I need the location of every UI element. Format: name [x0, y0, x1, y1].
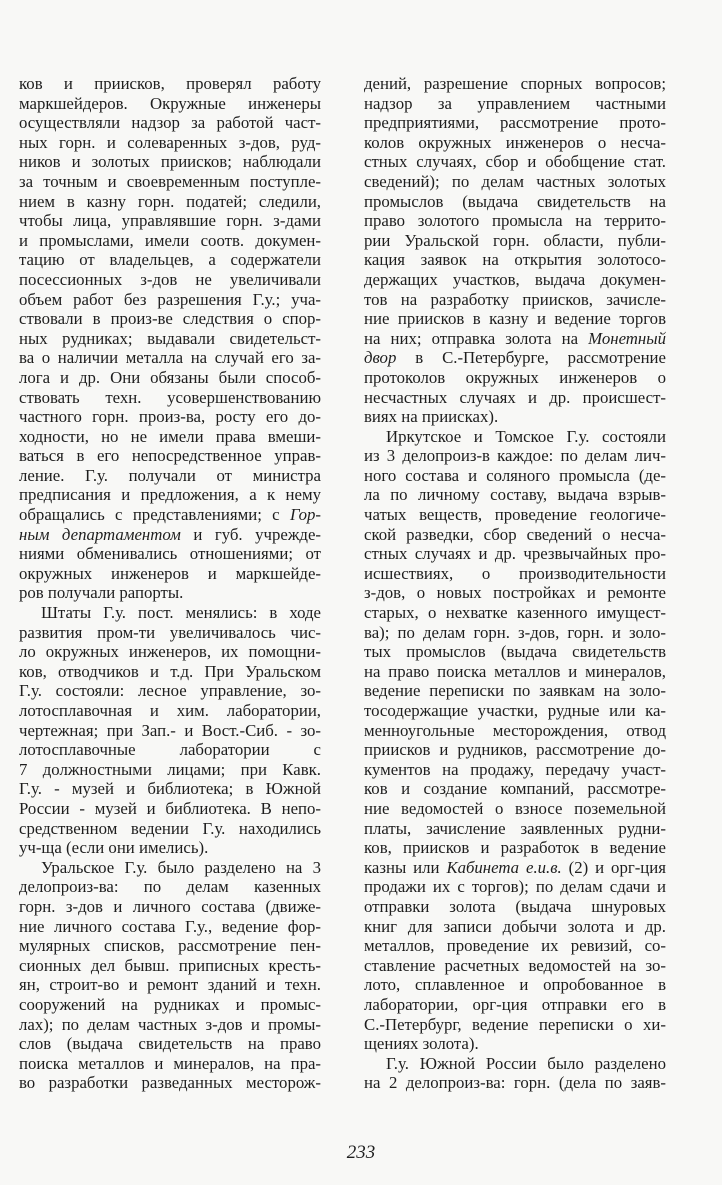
text-line: надзор за управлением частными — [364, 93, 666, 113]
paragraph — [364, 1054, 666, 1093]
text-line: за точным и своевременным поступле- — [19, 171, 321, 191]
text-line: чертежная; при Зап.- и Вост.-Сиб. - зо- — [19, 720, 321, 740]
right-column — [364, 74, 666, 1093]
text-line: ных рудниках; выдавали свидетельст- — [19, 328, 321, 348]
text-line: стных случаях, сбор и обобщение стат. — [364, 152, 666, 172]
text-line: ло окружных инженеров, их помощни- — [19, 642, 321, 662]
text-line: объем работ без разрешения Г.у.; уча- — [19, 289, 321, 309]
text-line: тых промыслов (выдача свидетельств — [364, 642, 666, 662]
text-line: тацию от владельцев, а содержатели — [19, 250, 321, 270]
text-line: ние приисков в казну и ведение торгов — [364, 309, 666, 329]
text-line: лотосплавочная и хим. лаборатории, — [19, 701, 321, 720]
text-line: отправки золота (выдача шнуровых — [364, 896, 666, 916]
text-line: промыслов (выдача свидетельств на — [364, 191, 666, 211]
text-line: тосодержащие участки, рудные или ка- — [364, 701, 666, 720]
text-line: тов на разработку приисков, зачисле- — [364, 289, 666, 309]
text-line: ниями обменивались отношениями; от — [19, 544, 321, 564]
text-line: на 2 делопроиз-ва: горн. (дела по заяв- — [364, 1073, 666, 1093]
text-line: осуществляли надзор за работой част- — [19, 113, 321, 133]
text-line: лото, сплавленное и опробованное в — [364, 975, 666, 995]
text-segment: на них; отправка золота на — [364, 328, 589, 348]
text-line: з-дов, о новых постройках и ремонте — [364, 583, 666, 603]
page-number: 233 — [346, 1142, 376, 1163]
text-line: ведение переписки по заявкам на золо- — [364, 681, 666, 701]
paragraph — [364, 427, 666, 1054]
text-line — [364, 348, 666, 368]
text-line: ходности, но не имели права вмеши- — [19, 426, 321, 446]
text-line: окружных инженеров и маркшейде- — [19, 563, 321, 583]
text-line: старых, о нехватке казенного имущест- — [364, 603, 666, 623]
text-line: кументов на продажу, передачу участ- — [364, 759, 666, 779]
italic-term: Гор- — [289, 505, 321, 525]
text-line: С.-Петербург, ведение переписки о хи- — [364, 1014, 666, 1034]
text-line: ва о наличии металла на случай его за- — [19, 348, 321, 368]
text-line: ного состава и соляного промысла (де- — [364, 465, 666, 485]
text-line: на право поиска металлов и минералов, — [364, 661, 666, 681]
paragraph — [19, 858, 321, 1093]
italic-term: ным департаментом — [19, 524, 181, 544]
text-line: сведений); по делам частных золотых — [364, 171, 666, 191]
text-line: лога и др. Они обязаны были способ- — [19, 367, 321, 387]
text-line: менноугольные месторождения, отвод — [364, 720, 666, 740]
text-line: ков, отводчиков и т.д. При Уральском — [19, 661, 321, 681]
text-line: ных горн. и солеваренных з-дов, руд- — [19, 132, 321, 152]
text-line: ствовать техн. усовершенствованию — [19, 387, 321, 407]
text-line: Штаты Г.у. пост. менялись: в ходе — [41, 603, 321, 623]
text-line: ление. Г.у. получали от министра — [19, 465, 321, 485]
text-line: ставление расчетных ведомостей на зо- — [364, 955, 666, 975]
text-segment: (2) и орг-ция — [561, 857, 666, 877]
paragraph — [364, 74, 666, 427]
text-line — [19, 525, 321, 545]
text-line: слов (выдача свидетельств на право — [19, 1034, 321, 1054]
text-line: России - музей и библиотека. В непо- — [19, 798, 321, 818]
text-line: средственном ведении Г.у. находились — [19, 818, 321, 838]
text-line: стных случаях и др. чрезвычайных про- — [364, 544, 666, 564]
text-line: из 3 делопроиз-в каждое: по делам лич- — [364, 446, 666, 466]
text-line: Г.у. - музей и библиотека; в Южной — [19, 779, 321, 799]
text-line: Иркутское и Томское Г.у. состояли — [386, 426, 666, 446]
text-line: исшествиях, о производительности — [364, 563, 666, 583]
text-line: предписания и предложения, а к нему — [19, 485, 321, 505]
text-line: ков и приисков, проверял работу — [19, 74, 321, 93]
text-line: делопроиз-ва: по делам казенных — [19, 877, 321, 897]
paragraph — [19, 74, 321, 603]
text-line — [19, 505, 321, 525]
text-line: Г.у. состояли: лесное управление, зо- — [19, 681, 321, 701]
text-line: протоколов окружных инженеров о — [364, 367, 666, 387]
text-line: ствовали в произ-ве следствия о спор- — [19, 309, 321, 329]
text-line: ние ведомостей о взносе поземельной — [364, 798, 666, 818]
text-line: посессионных з-дов не увеличивали — [19, 269, 321, 289]
text-line: ков, приисков и разработок в ведение — [364, 838, 666, 858]
text-line: ян, строит-во и ремонт зданий и техн. — [19, 975, 321, 995]
text-line: ва); по делам горн. з-дов, горн. и золо- — [364, 622, 666, 642]
text-line: рии Уральской горн. области, публи- — [364, 230, 666, 250]
text-line: ров получали рапорты. — [19, 583, 184, 603]
text-line: мулярных списков, рассмотрение пен- — [19, 936, 321, 956]
text-line: развития пром-ти увеличивалось чис- — [19, 622, 321, 642]
text-segment: казны или — [364, 857, 447, 877]
text-line: приисков и рудников, рассмотрение до- — [364, 740, 666, 760]
text-line: во разработки разведанных месторож- — [19, 1073, 321, 1093]
text-segment: обращались с представлениями; с — [19, 505, 290, 525]
text-line: несчастных случаях и др. происшест- — [364, 387, 666, 407]
left-column — [19, 74, 321, 1093]
text-line: нием в казну горн. податей; следили, — [19, 191, 321, 211]
text-line: ников и золотых приисков; наблюдали — [19, 152, 321, 172]
text-line: предприятиями, рассмотрение прото- — [364, 113, 666, 133]
text-line: 7 должностными лицами; при Кавк. — [19, 759, 321, 779]
text-line: лаборатории, орг-ция отправки его в — [364, 994, 666, 1014]
text-line: книг для записи добычи золота и др. — [364, 916, 666, 936]
italic-term: Монетный — [588, 328, 666, 348]
text-line — [364, 329, 666, 349]
text-line: горн. з-дов и личного состава (движе- — [19, 896, 321, 916]
text-line: и промыслами, имели соотв. докумен- — [19, 230, 321, 250]
text-line: виях на приисках). — [364, 407, 499, 427]
text-segment: и губ. учрежде- — [180, 524, 321, 544]
text-line: кация заявок на открытия золотосо- — [364, 250, 666, 270]
text-line: чатых веществ, проведение геологиче- — [364, 505, 666, 525]
text-line: платы, зачисление заявленных рудни- — [364, 818, 666, 838]
text-line: ков и создание компаний, рассмотре- — [364, 779, 666, 799]
text-line: ла по личному составу, выдача взрыв- — [364, 485, 666, 505]
text-line: продажи их с торгов); по делам сдачи и — [364, 877, 666, 897]
text-line: право золотого промысла на террито- — [364, 211, 666, 231]
text-line: Г.у. Южной России было разделено — [386, 1053, 666, 1073]
text-line: лотосплавочные лаборатории с — [19, 740, 321, 760]
text-line: маркшейдеров. Окружные инженеры — [19, 93, 321, 113]
text-line: металлов, проведение их ревизий, со- — [364, 936, 666, 956]
text-line: ние личного состава Г.у., ведение фор- — [19, 916, 321, 936]
text-line: дений, разрешение спорных вопросов; — [364, 74, 666, 93]
text-line: щениях золота). — [364, 1034, 479, 1054]
italic-term: двор — [364, 348, 397, 368]
text-line: ваться в его непосредственное управ- — [19, 446, 321, 466]
text-line: лах); по делам частных з-дов и промы- — [19, 1014, 321, 1034]
text-line: Уральское Г.у. было разделено на 3 — [41, 857, 321, 877]
text-line: держащих участков, выдача докумен- — [364, 269, 666, 289]
text-line: сооружений на рудниках и промыс- — [19, 994, 321, 1014]
text-line: уч-ща (если они имелись). — [19, 838, 209, 858]
text-line: чтобы лица, управлявшие горн. з-дами — [19, 211, 321, 231]
text-line: частного горн. произ-ва, росту его до- — [19, 407, 321, 427]
text-line: колов окружных инженеров о несча- — [364, 132, 666, 152]
italic-term: Кабинета е.и.в. — [446, 857, 562, 877]
text-line: поиска металлов и минералов, на пра- — [19, 1053, 321, 1073]
text-line: ской разведки, сбор сведений о несча- — [364, 524, 666, 544]
text-segment: в С.-Петербурге, рассмотрение — [396, 348, 666, 368]
paragraph — [19, 603, 321, 858]
text-line — [364, 858, 666, 878]
text-line: сионных дел бывш. приписных кресть- — [19, 955, 321, 975]
